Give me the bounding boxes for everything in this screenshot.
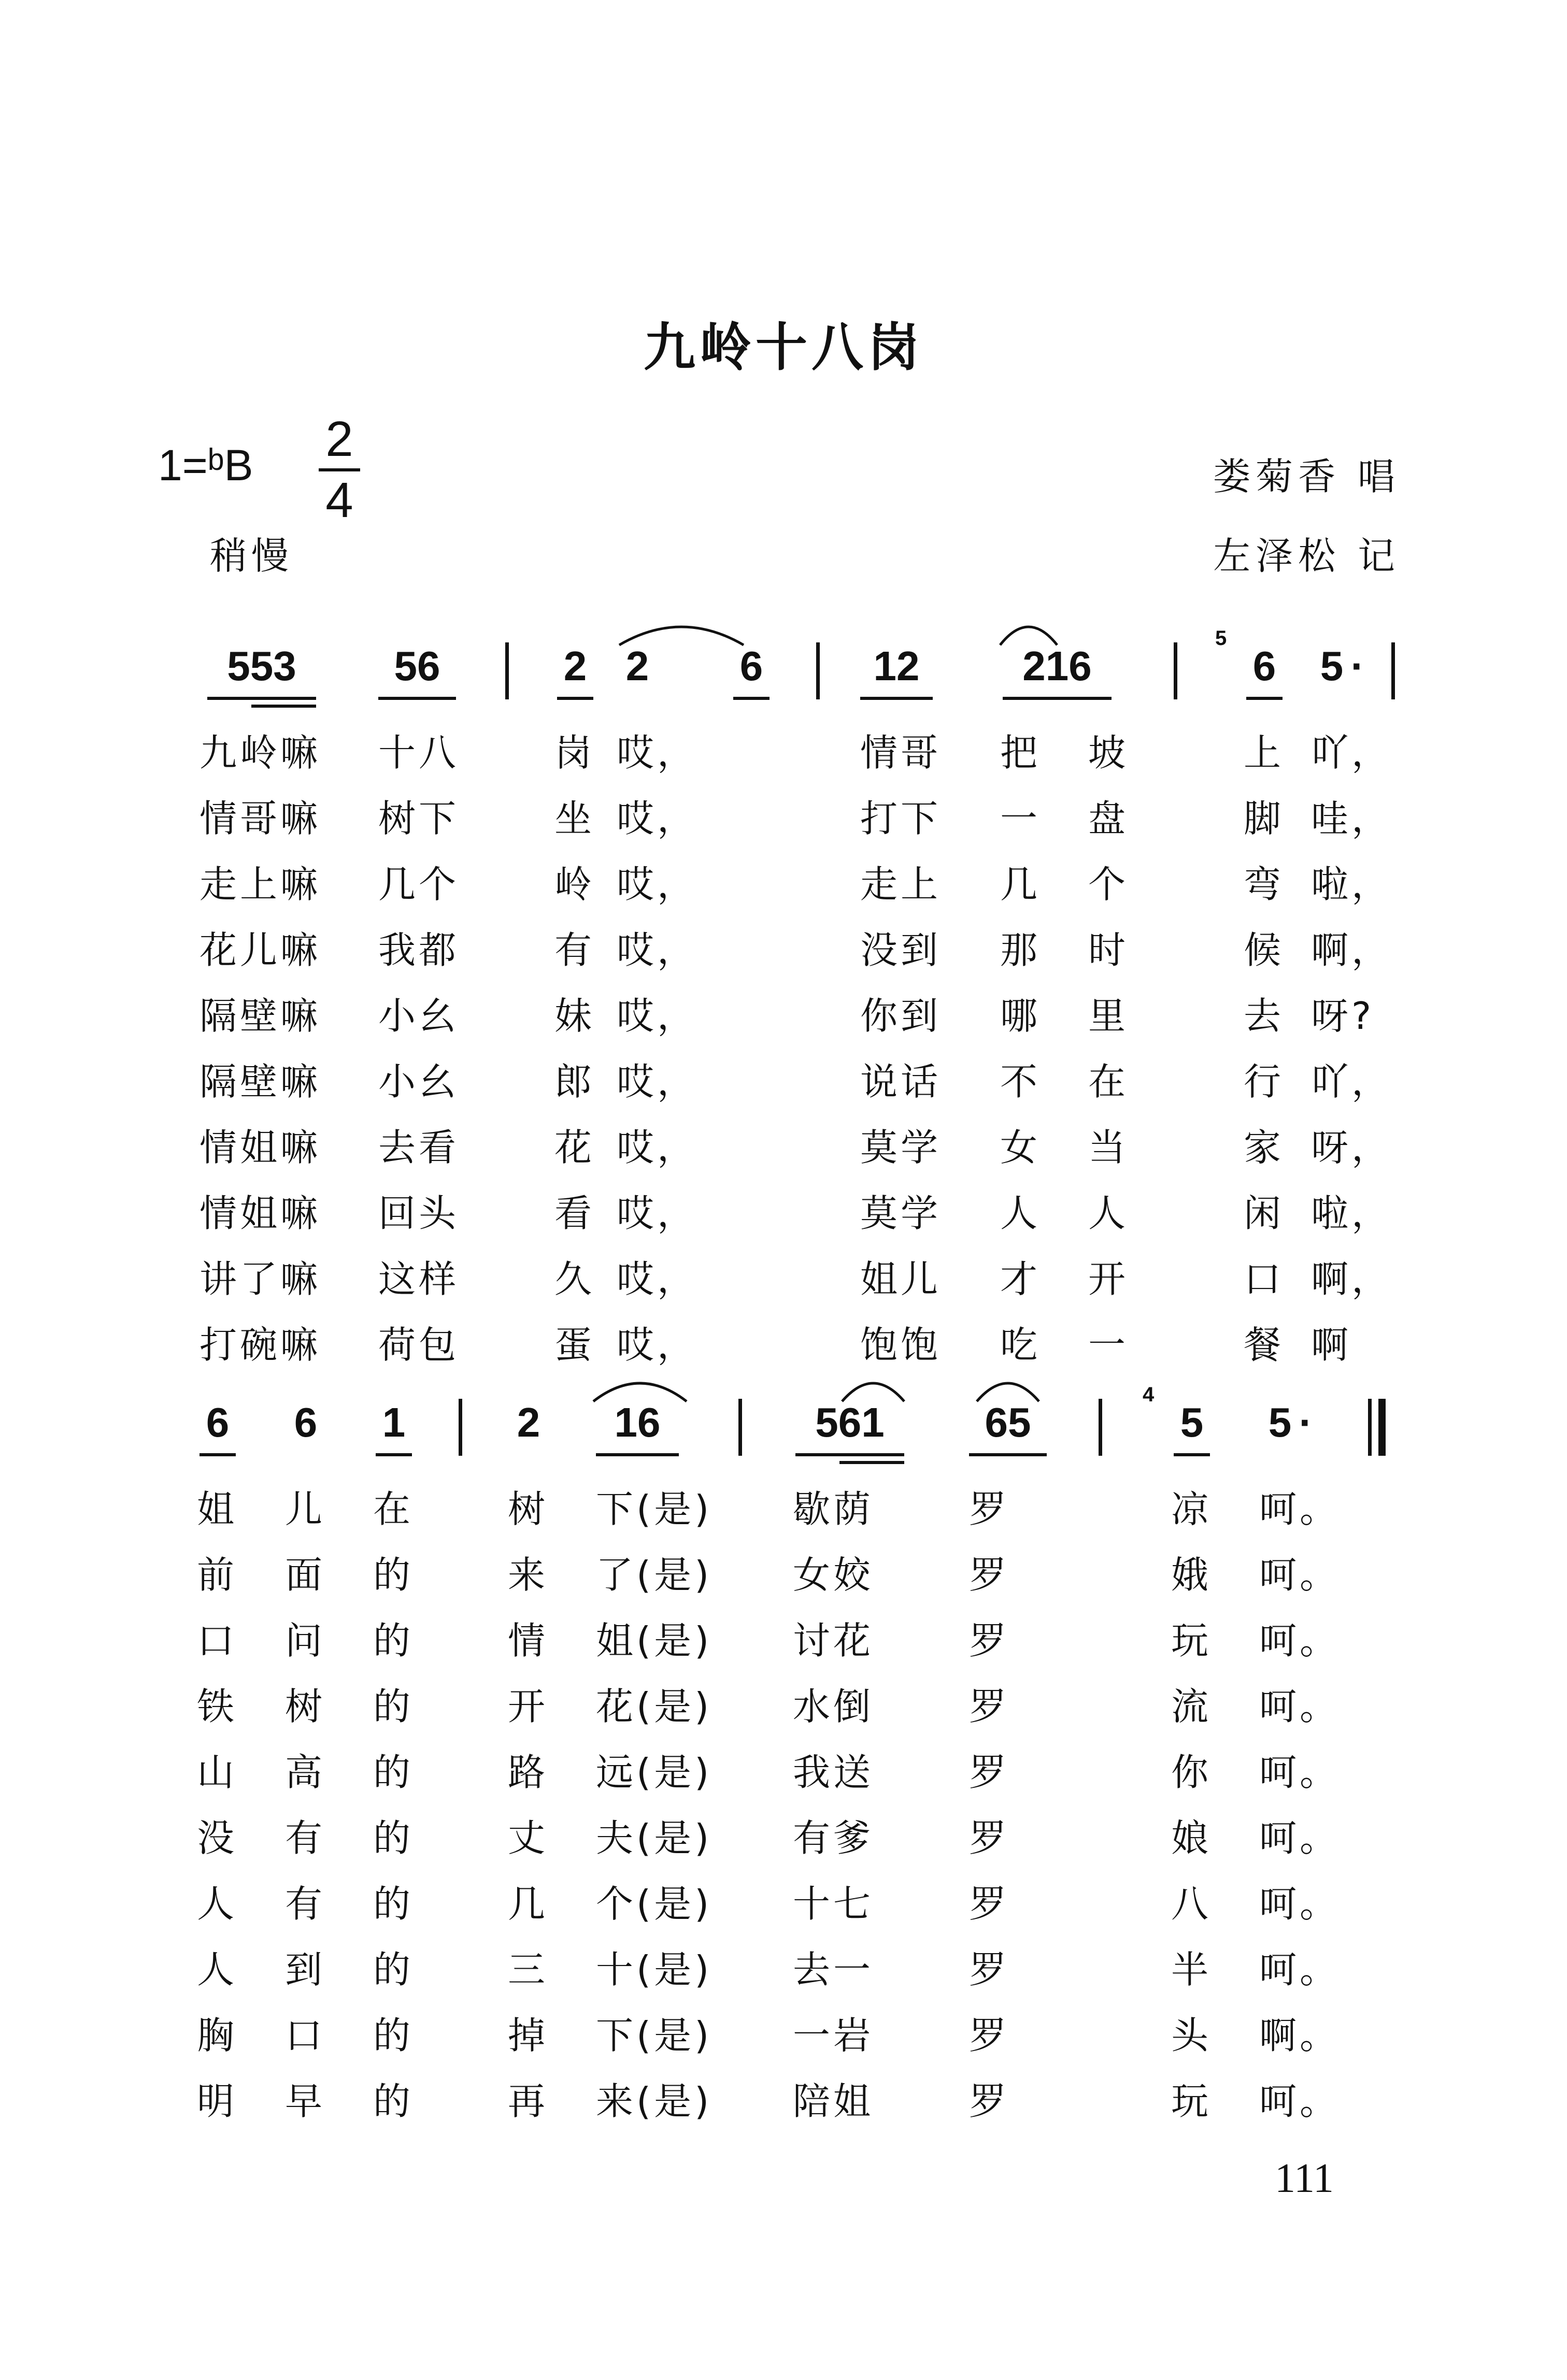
lyric-word: 你 <box>1171 1751 1212 1794</box>
lyric-word: 姐 <box>197 1487 238 1531</box>
lyric-word: 哎， <box>617 994 698 1038</box>
lyric-word: 再 <box>508 2080 549 2123</box>
lyric-word: 的 <box>373 1553 414 1597</box>
lyric-word: 胸 <box>197 2014 238 2057</box>
lyric-word: 饱饱 <box>860 1323 942 1367</box>
underline <box>839 1461 904 1464</box>
lyric-word: 哎， <box>617 1192 698 1235</box>
lyric-verse-4 <box>0 1676 1567 1728</box>
lyric-word: 花 <box>554 1126 595 1169</box>
page-number: 111 <box>1274 2156 1334 2201</box>
lyric-word: 罗 <box>969 1882 1010 1926</box>
note: 6 <box>206 1399 230 1445</box>
lyric-word: 头 <box>1171 2014 1212 2057</box>
lyric-word: 情 <box>508 1619 549 1662</box>
lyric-word: 去一 <box>793 1948 874 1991</box>
lyric-word: 人 <box>1088 1192 1129 1235</box>
lyric-word: 哎， <box>617 797 698 840</box>
note: 2 <box>517 1399 540 1445</box>
lyric-word: 三 <box>508 1948 549 1991</box>
lyric-word: 姐儿 <box>860 1257 942 1301</box>
barline <box>1391 642 1395 699</box>
time-signature <box>319 411 360 528</box>
underline <box>969 1453 1047 1456</box>
grace-note: 4 <box>1143 1383 1155 1406</box>
barline <box>816 642 820 699</box>
lyric-word: 哎， <box>617 1126 698 1169</box>
lyric-word: 呀， <box>1311 1126 1392 1169</box>
lyric-word: 我都 <box>378 928 460 972</box>
meter-bottom: 4 <box>325 472 353 528</box>
lyric-word: 莫学 <box>860 1126 942 1169</box>
underline <box>1174 1453 1210 1456</box>
underline <box>733 697 770 700</box>
lyric-word: 有 <box>285 1882 326 1926</box>
lyric-word: 走上嘛 <box>200 863 321 906</box>
singer-credit: 娄菊香 唱 <box>1213 455 1400 498</box>
lyric-word: 前 <box>197 1553 238 1597</box>
lyric-word: 哎， <box>617 928 698 972</box>
lyric-word: 路 <box>508 1751 549 1794</box>
lyric-word: 玩 <box>1171 1619 1212 1662</box>
lyric-word: 妹 <box>554 994 595 1038</box>
final-barline <box>1378 1399 1386 1456</box>
note: 5 <box>1268 1399 1292 1445</box>
lyric-word: 蛋 <box>554 1323 595 1367</box>
lyric-word: 丈 <box>508 1816 549 1860</box>
lyric-word: 面 <box>285 1553 326 1597</box>
lyric-word: 树 <box>508 1487 549 1531</box>
slur <box>617 616 746 648</box>
lyric-word: 罗 <box>969 2014 1010 2057</box>
lyric-word: 讲了嘛 <box>200 1257 321 1301</box>
barline <box>459 1399 462 1456</box>
lyric-word: 花(是) <box>596 1685 713 1728</box>
lyric-word: 啊， <box>1311 928 1392 972</box>
barline <box>1368 1399 1372 1456</box>
lyric-word: 的 <box>373 2080 414 2123</box>
note: 5 <box>1180 1399 1204 1445</box>
note: 2 <box>625 643 649 689</box>
underline <box>1003 697 1112 700</box>
lyric-word: 呵。 <box>1259 1487 1341 1531</box>
underline <box>378 697 456 700</box>
lyric-word: 吖， <box>1311 731 1392 775</box>
lyric-word: 才 <box>1000 1257 1041 1301</box>
slur <box>591 1373 689 1404</box>
lyric-word: 呀? <box>1311 994 1375 1038</box>
lyric-word: 呵。 <box>1259 1553 1341 1597</box>
lyric-word: 人 <box>197 1882 238 1926</box>
meter-top: 2 <box>325 411 353 467</box>
lyric-word: 里 <box>1088 994 1129 1038</box>
lyric-word: 呵。 <box>1259 1619 1341 1662</box>
barline <box>505 642 509 699</box>
note: 6 <box>1252 643 1276 689</box>
lyric-verse-3 <box>0 854 1567 906</box>
lyric-word: 情姐嘛 <box>200 1192 321 1235</box>
lyric-word: 当 <box>1088 1126 1129 1169</box>
lyric-word: 一 <box>1000 797 1041 840</box>
lyric-word: 的 <box>373 1816 414 1860</box>
lyric-verse-6 <box>0 1808 1567 1860</box>
lyric-word: 久 <box>554 1257 595 1301</box>
lyric-word: 你到 <box>860 994 942 1038</box>
lyric-word: 情哥 <box>860 731 942 775</box>
lyric-word: 问 <box>285 1619 326 1662</box>
lyric-word: 上 <box>1244 731 1285 775</box>
lyric-word: 来 <box>508 1553 549 1597</box>
lyric-word: 流 <box>1171 1685 1212 1728</box>
lyric-verse-10 <box>0 2071 1567 2123</box>
note-group: 553 <box>227 643 296 689</box>
lyric-word: 树 <box>285 1685 326 1728</box>
lyric-word: 十七 <box>793 1882 874 1926</box>
lyric-word: 那 <box>1000 928 1041 972</box>
lyric-word: 有 <box>554 928 595 972</box>
barline <box>738 1399 742 1456</box>
underline <box>200 1453 236 1456</box>
underline <box>557 697 593 700</box>
lyric-word: 闲 <box>1244 1192 1285 1235</box>
lyric-word: 了(是) <box>596 1553 713 1597</box>
lyric-word: 小幺 <box>378 1060 460 1103</box>
lyric-word: 啊 <box>1311 1323 1352 1367</box>
lyric-verse-9 <box>0 1249 1567 1301</box>
recorder-credit: 左泽松 记 <box>1213 534 1400 578</box>
lyric-verse-2 <box>0 788 1567 840</box>
lyric-word: 八 <box>1171 1882 1212 1926</box>
lyric-word: 呵。 <box>1259 1816 1341 1860</box>
lyric-word: 去 <box>1244 994 1285 1038</box>
lyric-verse-9 <box>0 2005 1567 2057</box>
lyric-word: 开 <box>508 1685 549 1728</box>
lyric-word: 哎， <box>617 1060 698 1103</box>
lyric-word: 个 <box>1088 863 1129 906</box>
lyric-word: 盘 <box>1088 797 1129 840</box>
note-group: 12 <box>873 643 920 689</box>
lyric-word: 呵。 <box>1259 1882 1341 1926</box>
lyric-word: 坡 <box>1088 731 1129 775</box>
lyric-word: 的 <box>373 2014 414 2057</box>
note-group: 216 <box>1022 643 1092 689</box>
lyric-word: 讨花 <box>793 1619 874 1662</box>
dot: · <box>1350 643 1365 689</box>
tempo-marking: 稍慢 <box>210 534 293 578</box>
lyric-word: 我送 <box>793 1751 874 1794</box>
lyric-verse-1 <box>0 1479 1567 1531</box>
note: 2 <box>563 643 587 689</box>
lyric-word: 娘 <box>1171 1816 1212 1860</box>
lyric-word: 陪姐 <box>793 2080 874 2123</box>
lyric-word: 哇， <box>1311 797 1392 840</box>
lyric-word: 水倒 <box>793 1685 874 1728</box>
lyric-word: 哎， <box>617 863 698 906</box>
lyric-word: 下(是) <box>596 2014 713 2057</box>
lyric-word: 呵。 <box>1259 1751 1341 1794</box>
lyric-word: 哎， <box>617 1323 698 1367</box>
lyric-word: 到 <box>285 1948 326 1991</box>
lyric-word: 人 <box>197 1948 238 1991</box>
lyric-word: 女姣 <box>793 1553 874 1597</box>
lyric-word: 个(是) <box>596 1882 713 1926</box>
lyric-word: 啦， <box>1311 1192 1392 1235</box>
lyric-word: 吖， <box>1311 1060 1392 1103</box>
lyric-word: 树下 <box>378 797 460 840</box>
note-group: 561 <box>815 1399 885 1445</box>
dot: · <box>1299 1399 1313 1445</box>
lyric-word: 的 <box>373 1619 414 1662</box>
lyric-word: 罗 <box>969 1816 1010 1860</box>
underline <box>207 697 316 700</box>
lyric-word: 哎， <box>617 731 698 775</box>
lyric-word: 罗 <box>969 1619 1010 1662</box>
lyric-verse-8 <box>0 1183 1567 1235</box>
lyric-word: 没到 <box>860 928 942 972</box>
barline <box>1174 642 1177 699</box>
lyric-word: 有爹 <box>793 1816 874 1860</box>
note: 5 <box>1320 643 1344 689</box>
lyric-word: 女 <box>1000 1126 1041 1169</box>
lyric-word: 人 <box>1000 1192 1041 1235</box>
lyric-word: 早 <box>285 2080 326 2123</box>
lyric-word: 的 <box>373 1882 414 1926</box>
note: 6 <box>739 643 763 689</box>
lyric-word: 罗 <box>969 1487 1010 1531</box>
lyric-word: 坐 <box>554 797 595 840</box>
lyric-word: 岗 <box>554 731 595 775</box>
underline <box>251 705 316 708</box>
lyric-word: 家 <box>1244 1126 1285 1169</box>
lyric-word: 啊。 <box>1259 2014 1341 2057</box>
underline <box>376 1453 412 1456</box>
lyric-verse-1 <box>0 723 1567 775</box>
lyric-word: 啦， <box>1311 863 1392 906</box>
lyric-word: 半 <box>1171 1948 1212 1991</box>
lyric-word: 的 <box>373 1751 414 1794</box>
lyric-word: 在 <box>1088 1060 1129 1103</box>
slur <box>839 1373 907 1404</box>
underline <box>596 1453 679 1456</box>
barline <box>1099 1399 1102 1456</box>
lyric-word: 十八 <box>378 731 460 775</box>
lyric-verse-5 <box>0 986 1567 1038</box>
lyric-word: 脚 <box>1244 797 1285 840</box>
lyric-verse-8 <box>0 1940 1567 1991</box>
lyric-word: 啊， <box>1311 1257 1392 1301</box>
lyric-word: 回头 <box>378 1192 460 1235</box>
lyric-word: 弯 <box>1244 863 1285 906</box>
lyric-word: 凉 <box>1171 1487 1212 1531</box>
lyric-word: 的 <box>373 1685 414 1728</box>
lyric-word: 郎 <box>554 1060 595 1103</box>
lyric-verse-2 <box>0 1545 1567 1597</box>
lyric-word: 下(是) <box>596 1487 713 1531</box>
lyric-word: 罗 <box>969 1685 1010 1728</box>
lyric-word: 姐(是) <box>596 1619 713 1662</box>
lyric-word: 时 <box>1088 928 1129 972</box>
lyric-word: 候 <box>1244 928 1285 972</box>
lyric-word: 来(是) <box>596 2080 713 2123</box>
lyric-verse-4 <box>0 920 1567 972</box>
lyric-word: 说话 <box>860 1060 942 1103</box>
lyric-word: 明 <box>197 2080 238 2123</box>
lyric-word: 看 <box>554 1192 595 1235</box>
lyric-word: 小幺 <box>378 994 460 1038</box>
slur <box>974 1373 1042 1404</box>
grace-note: 5 <box>1215 627 1227 650</box>
slur <box>998 616 1060 648</box>
lyric-word: 呵。 <box>1259 1948 1341 1991</box>
lyric-word: 隔壁嘛 <box>200 994 321 1038</box>
lyric-word: 哎， <box>617 1257 698 1301</box>
lyric-word: 把 <box>1000 731 1041 775</box>
lyric-word: 一 <box>1088 1323 1129 1367</box>
note-group: 16 <box>614 1399 661 1445</box>
lyric-word: 儿 <box>285 1487 326 1531</box>
underline <box>795 1453 904 1456</box>
lyric-word: 几个 <box>378 863 460 906</box>
lyric-word: 这样 <box>378 1257 460 1301</box>
lyric-word: 情哥嘛 <box>200 797 321 840</box>
lyric-word: 罗 <box>969 1751 1010 1794</box>
lyric-word: 没 <box>197 1816 238 1860</box>
lyric-word: 开 <box>1088 1257 1129 1301</box>
lyric-word: 花儿嘛 <box>200 928 321 972</box>
lyric-word: 夫(是) <box>596 1816 713 1860</box>
lyric-verse-10 <box>0 1315 1567 1367</box>
lyric-word: 十(是) <box>596 1948 713 1991</box>
meter-divider <box>319 468 360 471</box>
lyric-word: 娥 <box>1171 1553 1212 1597</box>
lyric-word: 口 <box>197 1619 238 1662</box>
lyric-word: 荷包 <box>378 1323 460 1367</box>
lyric-word: 行 <box>1244 1060 1285 1103</box>
lyric-word: 隔壁嘛 <box>200 1060 321 1103</box>
underline <box>860 697 933 700</box>
lyric-word: 情姐嘛 <box>200 1126 321 1169</box>
lyric-word: 罗 <box>969 2080 1010 2123</box>
lyric-word: 岭 <box>554 863 595 906</box>
lyric-word: 走上 <box>860 863 942 906</box>
lyric-word: 去看 <box>378 1126 460 1169</box>
lyric-word: 山 <box>197 1751 238 1794</box>
lyric-verse-7 <box>0 1117 1567 1169</box>
lyric-word: 在 <box>373 1487 414 1531</box>
underline <box>1246 697 1283 700</box>
lyric-word: 高 <box>285 1751 326 1794</box>
lyric-word: 有 <box>285 1816 326 1860</box>
lyric-word: 歇荫 <box>793 1487 874 1531</box>
lyric-word: 的 <box>373 1948 414 1991</box>
lyric-word: 九岭嘛 <box>200 731 321 775</box>
note: 6 <box>294 1399 318 1445</box>
lyric-word: 打碗嘛 <box>200 1323 321 1367</box>
lyric-word: 远(是) <box>596 1751 713 1794</box>
lyric-word: 铁 <box>197 1685 238 1728</box>
lyric-word: 罗 <box>969 1553 1010 1597</box>
lyric-word: 罗 <box>969 1948 1010 1991</box>
note: 1 <box>382 1399 406 1445</box>
note-group: 56 <box>394 643 440 689</box>
lyric-word: 口 <box>1244 1257 1285 1301</box>
lyric-word: 莫学 <box>860 1192 942 1235</box>
lyric-word: 餐 <box>1244 1323 1285 1367</box>
lyric-word: 口 <box>285 2014 326 2057</box>
lyric-verse-6 <box>0 1052 1567 1103</box>
note-group: 65 <box>985 1399 1031 1445</box>
lyric-verse-7 <box>0 1874 1567 1926</box>
lyric-word: 哪 <box>1000 994 1041 1038</box>
lyric-word: 不 <box>1000 1060 1041 1103</box>
lyric-verse-5 <box>0 1742 1567 1794</box>
lyric-word: 呵。 <box>1259 1685 1341 1728</box>
notation-line-2 <box>0 1383 1567 1471</box>
lyric-word: 打下 <box>860 797 942 840</box>
lyric-word: 玩 <box>1171 2080 1212 2123</box>
lyric-word: 一岩 <box>793 2014 874 2057</box>
song-title: 九岭十八岗 <box>644 317 923 378</box>
lyric-verse-3 <box>0 1611 1567 1662</box>
key-signature: 1=ᵇB <box>158 441 253 490</box>
lyric-word: 几 <box>1000 863 1041 906</box>
notation-line-1 <box>0 627 1567 715</box>
lyric-word: 吃 <box>1000 1323 1041 1367</box>
lyric-word: 掉 <box>508 2014 549 2057</box>
lyric-word: 几 <box>508 1882 549 1926</box>
lyric-word: 呵。 <box>1259 2080 1341 2123</box>
